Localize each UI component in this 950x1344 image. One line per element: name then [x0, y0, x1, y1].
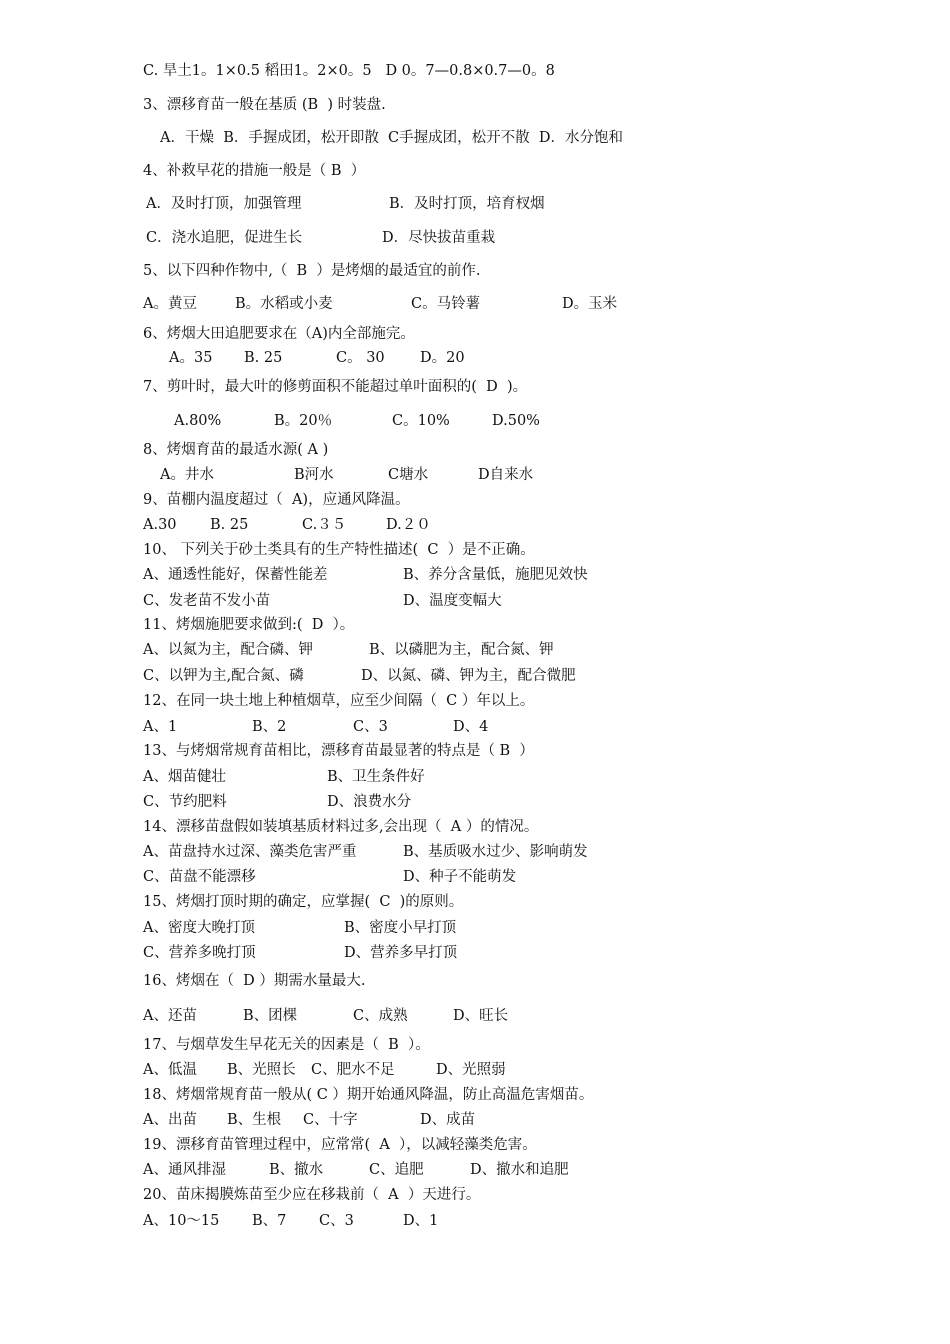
option: A、低温	[143, 1062, 197, 1078]
question-line: 5、以下四种作物中,（ B ）是烤烟的最适宜的前作.	[143, 263, 481, 279]
option: C、十字	[303, 1112, 358, 1128]
option: B、2	[252, 719, 287, 735]
option: B. 25	[244, 350, 283, 366]
option: C、苗盘不能漂移	[143, 869, 256, 885]
option: D。20	[420, 350, 465, 366]
option: D、4	[453, 719, 489, 735]
option: B、基质吸水过少、影响萌发	[403, 844, 588, 860]
option: A。井水	[160, 467, 214, 483]
option: D.２０	[386, 517, 431, 533]
question-line: 15、烤烟打顶时期的确定，应掌握( C )的原则。	[143, 894, 464, 910]
question-line: 3、漂移育苗一般在基质 (B ) 时装盘.	[143, 97, 386, 113]
option: B河水	[294, 467, 334, 483]
option: B、卫生条件好	[327, 769, 425, 785]
option: D、温度变幅大	[403, 593, 502, 609]
option: C。 30	[336, 350, 385, 366]
question-line: 10、 下列关于砂土类具有的生产特性描述( C ）是不正确。	[143, 542, 535, 558]
question-line: 4、补救早花的措施一般是（ B ）	[143, 163, 366, 179]
question-line: 6、烤烟大田追肥要求在（A)内全部施完。	[143, 326, 415, 342]
option: C、追肥	[369, 1162, 424, 1178]
option: D.50%	[492, 413, 540, 429]
option: C、3	[353, 719, 388, 735]
option: B、密度小早打顶	[344, 920, 457, 936]
option: B、以磷肥为主，配合氮、钾	[369, 642, 554, 658]
option: A、还苗	[143, 1008, 197, 1024]
question-line: 9、苗棚内温度超过（ A)，应通风降温。	[143, 492, 410, 508]
option: A、密度大晚打顶	[143, 920, 255, 936]
option: A.30	[143, 517, 177, 533]
option: B。水稻或小麦	[235, 296, 333, 312]
question-line: 20、苗床揭膜炼苗至少应在移栽前（ A ）天进行。	[143, 1187, 481, 1203]
option: A.80%	[174, 413, 222, 429]
question-line: 8、烤烟育苗的最适水源( A )	[143, 442, 329, 458]
question-line: 17、与烟草发生早花无关的因素是（ B ）。	[143, 1037, 430, 1053]
option: A、以氮为主，配合磷、钾	[143, 642, 313, 658]
question-line: 16、烤烟在（ D ）期需水量最大.	[143, 973, 366, 989]
option: B、光照长	[227, 1062, 296, 1078]
option: A、通风排湿	[143, 1162, 226, 1178]
option: B、生根	[227, 1112, 282, 1128]
option: D．尽快拔苗重栽	[382, 230, 496, 246]
option: B、7	[252, 1213, 287, 1229]
option: C塘水	[388, 467, 429, 483]
option: C。马铃薯	[411, 296, 481, 312]
option: A。黄豆	[143, 296, 197, 312]
option: A、通透性能好，保蓄性能差	[143, 567, 328, 583]
option: C、肥水不足	[311, 1062, 395, 1078]
option: D自来水	[478, 467, 534, 483]
option: D。玉米	[562, 296, 618, 312]
option: D、光照弱	[436, 1062, 506, 1078]
option: B、养分含量低，施肥见效快	[403, 567, 588, 583]
option: B、团棵	[243, 1008, 298, 1024]
option: D、成苗	[420, 1112, 476, 1128]
option: D、种子不能萌发	[403, 869, 517, 885]
option: D、1	[403, 1213, 439, 1229]
option: C．浇水追肥，促进生长	[146, 230, 303, 246]
option: C、3	[319, 1213, 354, 1229]
option: B、撤水	[269, 1162, 324, 1178]
option: D、浪费水分	[327, 794, 412, 810]
option: C、发老苗不发小苗	[143, 593, 271, 609]
question-line: 18、烤烟常规育苗一般从( C ）期开始通风降温，防止高温危害烟苗。	[143, 1087, 594, 1103]
question-line: 14、漂移苗盘假如装填基质材料过多,会出现（ A ）的情况。	[143, 819, 539, 835]
option: D、以氮、磷、钾为主，配合微肥	[361, 668, 576, 684]
option: A、1	[143, 719, 178, 735]
question-line: 12、在同一块土地上种植烟草，应至少间隔（ C ）年以上。	[143, 693, 535, 709]
option: B。20％	[274, 413, 333, 429]
option: C、营养多晚打顶	[143, 945, 256, 961]
option: C、以钾为主,配合氮、磷	[143, 668, 304, 684]
option: A、10～15	[143, 1213, 220, 1229]
question-line: 7、剪叶时，最大叶的修剪面积不能超过单叶面积的( D )。	[143, 379, 528, 395]
question-line: 11、烤烟施肥要求做到:( D ）。	[143, 617, 355, 633]
option: A、苗盘持水过深、藻类危害严重	[143, 844, 357, 860]
option: C.３５	[302, 517, 347, 533]
option: C。10%	[392, 413, 450, 429]
question-line: C. 旱土1。1×0.5 稻田1。2×0。5 D 0。7—0.8×0.7—0。8	[143, 63, 555, 79]
option: A。35	[169, 350, 213, 366]
option: D、旺长	[453, 1008, 509, 1024]
option-line	[143, 1212, 439, 1320]
question-line: 13、与烤烟常规育苗相比，漂移育苗最显著的特点是（ B ）	[143, 743, 534, 759]
option: D、撤水和追肥	[470, 1162, 569, 1178]
question-line: 19、漂移育苗管理过程中，应常常( A ），以减轻藻类危害。	[143, 1137, 537, 1153]
option: A、烟苗健壮	[143, 769, 226, 785]
option: B. 25	[210, 517, 249, 533]
option: A、出苗	[143, 1112, 197, 1128]
option: C、节约肥料	[143, 794, 227, 810]
option: C、成熟	[353, 1008, 408, 1024]
option: B．及时打顶，培育杈烟	[389, 196, 545, 212]
option-line: A．干燥 B．手握成团，松开即散 C手握成团，松开不散 D．水分饱和	[160, 130, 623, 146]
option: A．及时打顶，加强管理	[146, 196, 302, 212]
option: D、营养多早打顶	[344, 945, 458, 961]
